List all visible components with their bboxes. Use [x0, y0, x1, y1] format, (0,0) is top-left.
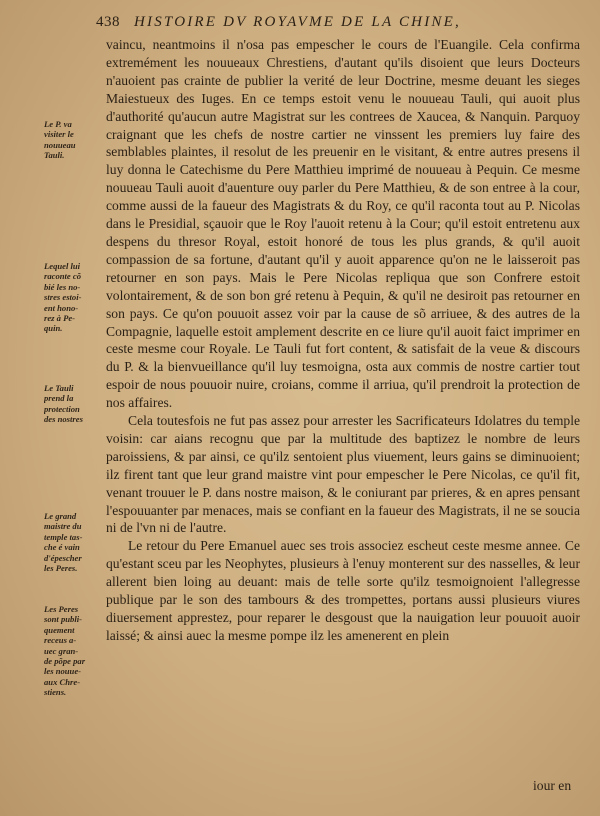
margin-note-line: les Peres.: [44, 563, 78, 574]
running-header: [96, 14, 586, 38]
margin-note-reception: [44, 604, 106, 698]
margin-note-line: che é vain: [44, 542, 80, 553]
margin-note-line: Lequel lui: [44, 261, 81, 271]
margin-note-line: Tauli.: [44, 150, 65, 161]
margin-note-line: protection: [44, 403, 80, 414]
margin-note-line: rez à Pe-: [44, 313, 76, 324]
running-title: HISTOIRE DV ROYAVME DE LA CHINE,: [134, 14, 461, 30]
main-text: [106, 36, 580, 645]
margin-note-line: receus a-: [44, 635, 77, 646]
margin-note-visit: [44, 119, 106, 161]
margin-note-line: temple tas-: [44, 531, 83, 542]
margin-note-line: bié les no-: [44, 281, 81, 292]
margin-note-line: visiter le: [44, 129, 74, 140]
margin-note-honored: [44, 261, 106, 334]
margin-note-line: stres estoi-: [44, 292, 82, 303]
margin-note-line: sont publi-: [44, 614, 82, 625]
paragraph-sacrificateurs: Cela toutesfois ne fut pas assez pour arrester les Sacrificateurs Idolatres du temple voisin: car aians recognu que par la multitude des baptizez le nombre de leurs paroissiens, & par ainsi, ce qu'ilz sentoient plus viuement, leurs gains se diminuoient; ilz firent tant que leur grand maistre vint pour empescher le Pere Nicolas, ce qu'il fit, venant trouuer le P. dans nostre maison, & le coniurant par prieres, & en apres pensant l'espouuanter par menaces, mais se confiant en la faueur des Magistrats, il ne se soucia ni de l'vn ni de l'autre.: [106, 413, 580, 536]
margin-note-line: d'épescher: [44, 552, 82, 563]
catchword: iour en: [533, 778, 572, 793]
margin-note-line: Le Tauli: [44, 383, 74, 393]
margin-note-line: Le grand: [44, 511, 77, 521]
margin-note-protection: [44, 383, 106, 425]
margin-note-line: uec gran-: [44, 645, 79, 656]
paragraph-tauli: vaincu, neantmoins il n'osa pas empescher le cours de l'Euangile. Cela confirma extremément les nouueaux Chrestiens, d'autant qu'ils disoient que leurs Docteurs n'auoient pas crainte de publier la verité de leur Doctrine, mesme deuant les sieges Maiestueux des Iuges. En ce temps estoit venu le nouueau Tauli, qui auoit plus d'authorité qu'aucun autre Magistrat sur les contrees de Xaucea, & Nanquin. Parquoy craignant que les chefs de nostre cartier ne vinssent les premiers luy faire des semblables plaintes, il resolut de les preuenir en le visitant, & entre autres presens il luy donna le Catechisme du Pere Matthieu imprimé de nouueau à Pequin. Ce mesme nouueau Tauli auoit d'auenture ouy parler du Pere Matthieu, & de son entree à la cour, comme aussi de la faueur des Magistrats & du Roy, ce qu'il raconta tout au P. Nicolas dans le Presidial, sçauoir que le Roy l'auoit retenu à la Cour; qu'il estoit entretenu aux despens du thresor Royal, estoit honoré de tous les plus grands, & qu'il auoit compassion de sa fortune, d'autant qu'il y auoit apparence qu'on ne le laisseroit pas retourner en son pays. Mais le Pere Nicolas repliqua que son Confrere estoit volontairement, & de son bon gré retenu à Pequin, & qu'il ne desiroit pas retourner en son pays. Ce qu'on pouuoit assez voir par la cause de sõ arriuee, & des autres de la Compagnie, laquelle estoit amplement descrite en ce liure qu'il auoit faict imprimer en ceste mesme cour Royale. Le Tauli fut fort content, & satisfait de la veue & discours du P. & la bienvueillance qu'il luy tesmoigna, osta aux commis de nostre cartier tout espoir de nous pouuoir nuire, croians, comme il arriua, qu'il prendroit la protection de nos affaires.: [106, 37, 580, 411]
margin-note-line: quin.: [44, 323, 63, 334]
margin-note-line: maistre du: [44, 521, 82, 532]
paragraph-retour: Le retour du Pere Emanuel auec ses trois associez escheut ceste mesme annee. Ce qu'estant sceu par les Neophytes, plusieurs à l'enuy monterent sur des nasselles, & leur allerent bien loing au deuant: mais de telle sorte qu'ilz tesmoignoient l'allegresse publique par le son des tambours & des trompettes, portans aussi plusieurs viures diuersement apprestez, pour reparer le desgoust que la nauigation leur pouuoit auoir laissé; & ainsi auec la mesme pompe ilz les amenerent en plein: [106, 538, 580, 643]
margin-note-line: Le P. va: [44, 119, 72, 129]
margin-note-line: quement: [44, 624, 75, 635]
margin-note-line: stiens.: [44, 687, 67, 698]
margin-note-line: raconte cõ: [44, 271, 81, 282]
margin-note-line: ent hono-: [44, 302, 79, 313]
margin-note-line: des nostres: [44, 414, 83, 425]
margin-note-line: Les Peres: [44, 604, 79, 614]
margin-note-line: les nouue-: [44, 666, 82, 677]
page-number: 438: [96, 14, 120, 30]
margin-note-grand-maistre: [44, 511, 106, 573]
margin-note-line: de põpe par: [44, 656, 86, 667]
margin-note-line: aux Chre-: [44, 676, 81, 687]
margin-note-line: prend la: [44, 393, 74, 404]
margin-note-line: nouueau: [44, 139, 76, 150]
